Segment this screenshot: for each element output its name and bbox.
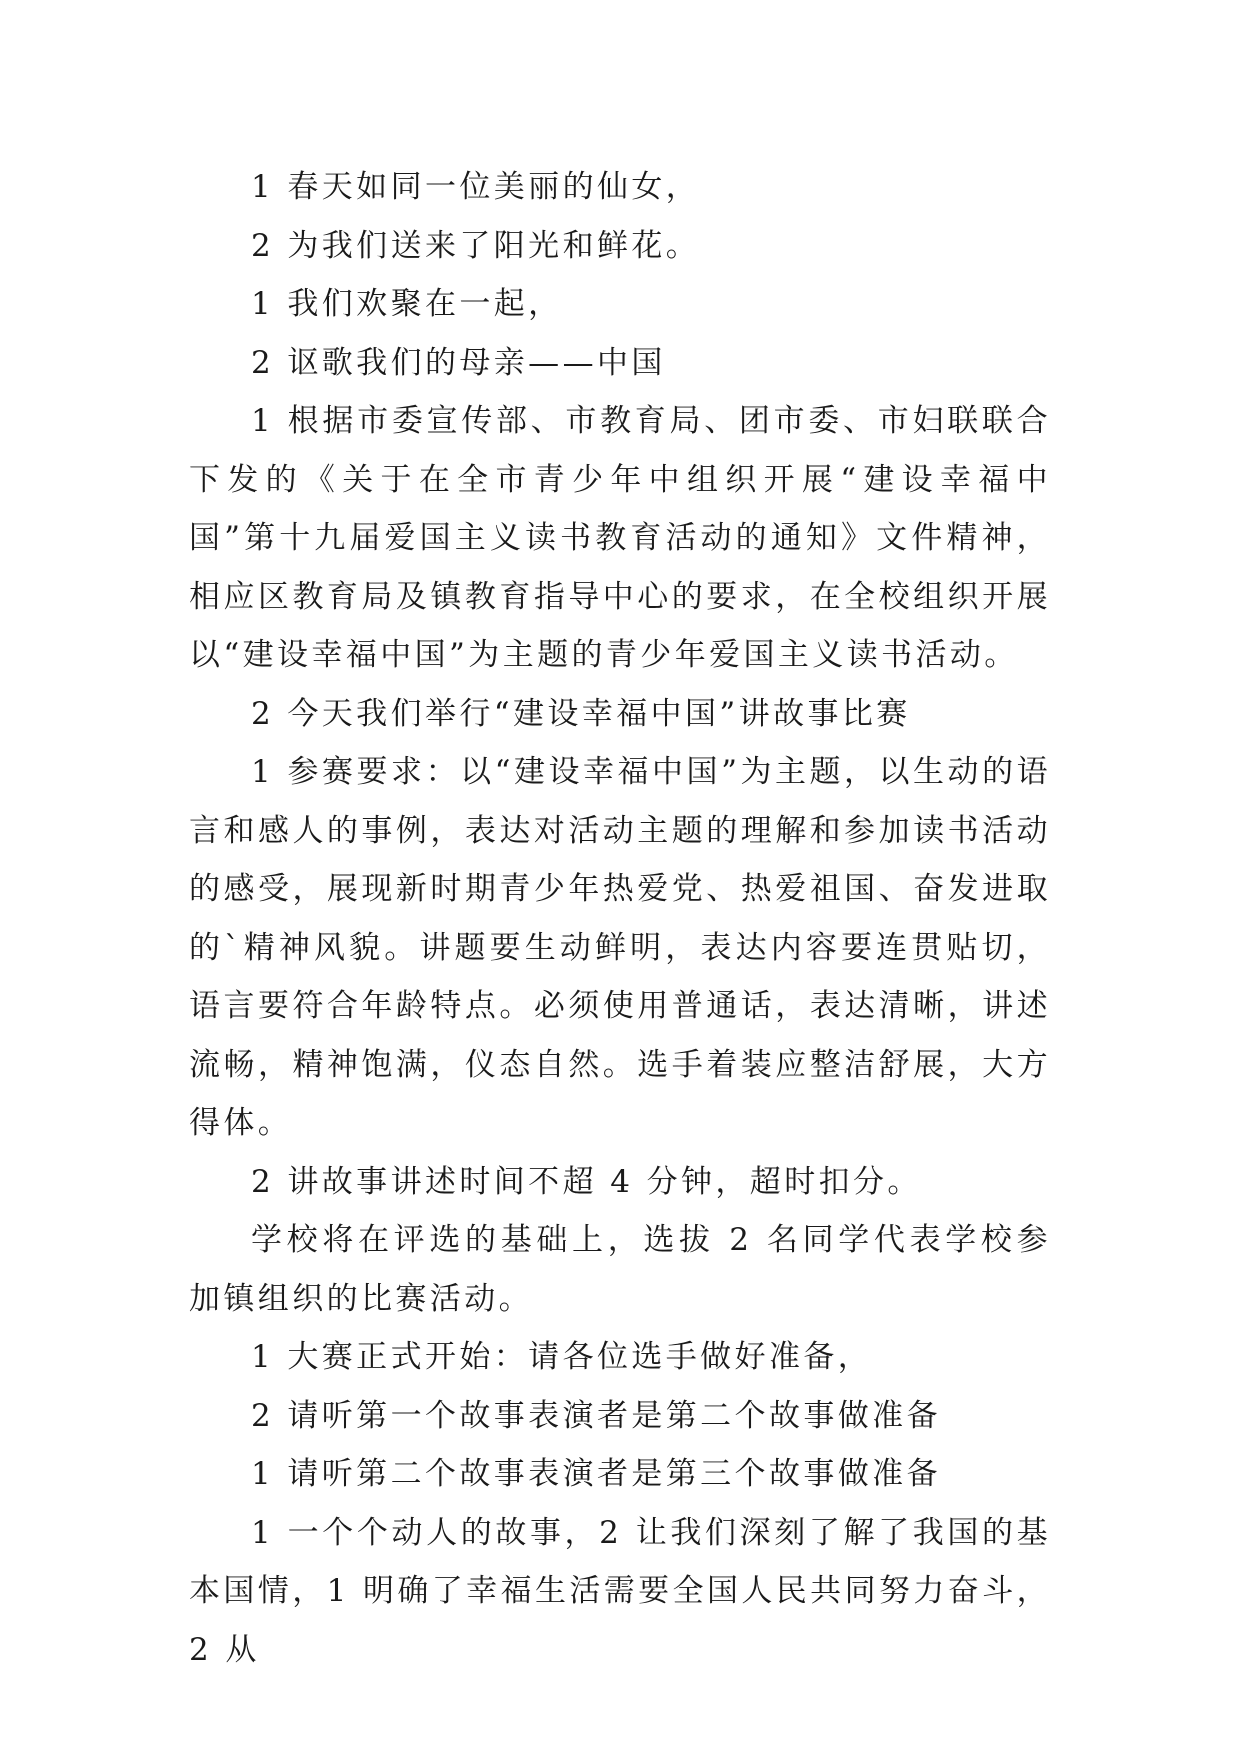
paragraph-13: 1 一个个动人的故事，2 让我们深刻了解了我国的基本国情，1 明确了幸福生活需要全国人民共同努力奋斗，2 从	[189, 1514, 1051, 1668]
paragraph-9: 学校将在评选的基础上，选拔 2 名同学代表学校参加镇组织的比赛活动。	[189, 1222, 1051, 1317]
paragraph-11: 2 请听第一个故事表演者是第二个故事做准备	[251, 1397, 941, 1434]
paragraph-10: 1 大赛正式开始：请各位选手做好准备，	[251, 1339, 873, 1375]
paragraph-3: 1 我们欢聚在一起，	[251, 286, 563, 322]
document-body	[189, 158, 1051, 1679]
paragraph-4: 2 讴歌我们的母亲——中国	[251, 344, 666, 381]
paragraph-8: 2 讲故事讲述时间不超 4 分钟，超时扣分。	[251, 1163, 922, 1200]
paragraph-1: 1 春天如同一位美丽的仙女，	[251, 169, 701, 205]
paragraph-12: 1 请听第二个故事表演者是第三个故事做准备	[251, 1456, 941, 1492]
paragraph-5: 1 根据市委宣传部、市教育局、团市委、市妇联联合下发的《关于在全市青少年中组织开展“建设幸福中国”第十九届爱国主义读书教育活动的通知》文件精神，相应区教育局及镇教育指导中心的要求，在全校组织开展以“建设幸福中国”为主题的青少年爱国主义读书活动。	[189, 403, 1051, 673]
paragraph-7: 1 参赛要求：以“建设幸福中国”为主题，以生动的语言和感人的事例，表达对活动主题的理解和参加读书活动的感受，展现新时期青少年热爱党、热爱祖国、奋发进取的`精神风貌。讲题要生动鲜明，表达内容要连贯贴切，语言要符合年龄特点。必须使用普通话，表达清晰，讲述流畅，精神饱满，仪态自然。选手着装应整洁舒展，大方得体。	[189, 754, 1051, 1141]
paragraph-6: 2 今天我们举行“建设幸福中国”讲故事比赛	[251, 695, 911, 732]
paragraph-2: 2 为我们送来了阳光和鲜花。	[251, 227, 701, 264]
